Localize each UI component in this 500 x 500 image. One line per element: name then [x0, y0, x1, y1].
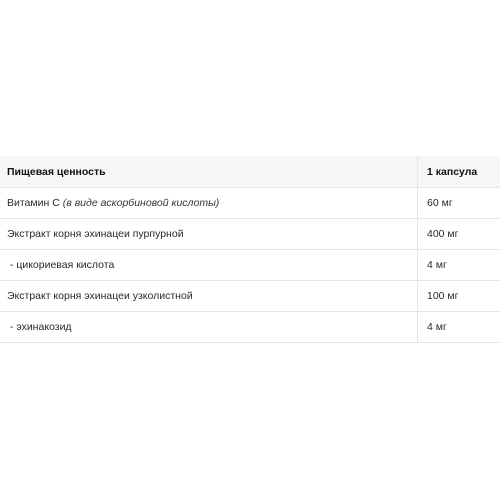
nutrient-value: 60 мг — [427, 197, 453, 209]
table-row — [0, 219, 500, 250]
table-row — [0, 250, 500, 281]
table-row — [0, 188, 500, 219]
table-row — [0, 281, 500, 312]
nutrient-name: Экстракт корня эхинацеи пурпурной — [0, 219, 418, 249]
nutrient-name-text: - эхинакозид — [7, 321, 72, 333]
nutrient-name — [0, 312, 418, 342]
table-header-row — [0, 156, 500, 188]
nutrient-name: Экстракт корня эхинацеи узколистной — [0, 281, 418, 311]
header-name-cell: Пищевая ценность — [0, 156, 418, 187]
nutrient-note: (в виде аскорбиновой кислоты) — [62, 197, 220, 209]
nutrition-table — [0, 156, 500, 343]
nutrient-value: 400 мг — [427, 228, 459, 240]
nutrient-value: 4 мг — [427, 259, 447, 271]
nutrient-name-cell — [0, 188, 418, 218]
nutrient-name — [0, 250, 418, 280]
table-row — [0, 312, 500, 343]
nutrient-value: 4 мг — [427, 321, 447, 333]
nutrient-name: Витамин C — [7, 197, 60, 209]
nutrient-name-text: - цикориевая кислота — [7, 259, 115, 271]
header-value-cell: 1 капсула — [427, 165, 478, 178]
nutrient-value: 100 мг — [427, 290, 459, 302]
